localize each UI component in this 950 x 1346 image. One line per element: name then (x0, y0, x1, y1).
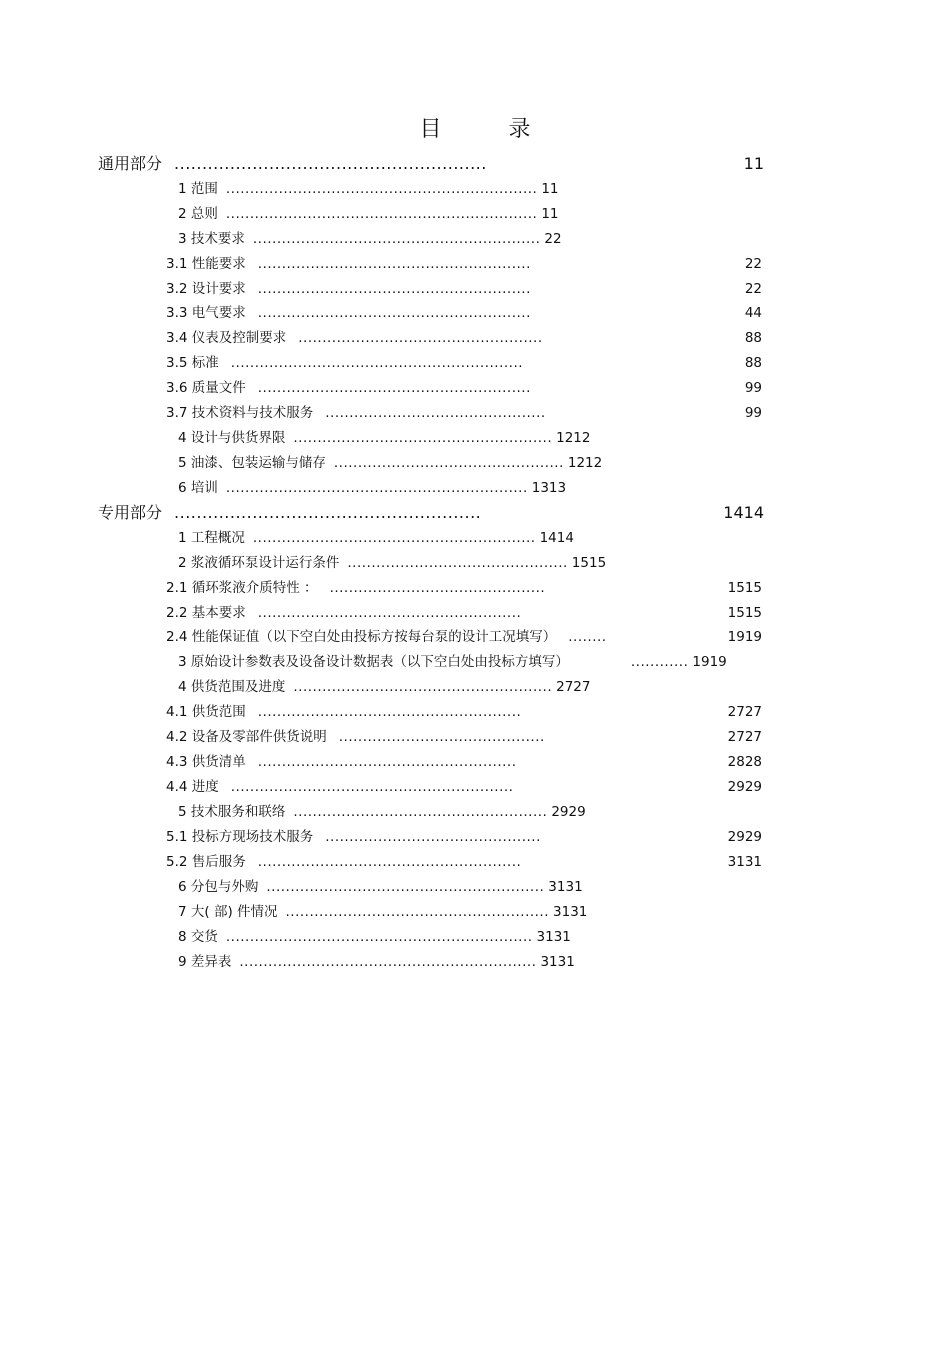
toc-entry-label: 1 范围 (178, 181, 218, 197)
toc-entry-leader-dots: ......................................................... (257, 380, 531, 396)
toc-entry-label: 3.5 标准 (166, 355, 219, 371)
toc-part-heading[interactable] (98, 154, 487, 174)
toc-entry-label: 3.2 设计要求 (166, 281, 246, 297)
toc-entry-label: 8 交货 (178, 929, 218, 945)
toc-entry-page-number: 1414 (723, 503, 764, 522)
toc-entry[interactable] (166, 255, 531, 273)
toc-entry-page-number: 1414 (539, 530, 574, 546)
toc-entry[interactable] (166, 354, 523, 372)
toc-entry-page-number: 88 (744, 355, 762, 371)
toc-entry[interactable] (178, 953, 575, 971)
toc-entry-page-number: 2929 (727, 829, 762, 845)
toc-entry-leader-dots: ........................................................... (230, 779, 514, 795)
toc-entry[interactable] (166, 628, 607, 646)
toc-entry-label: 3.4 仪表及控制要求 (166, 330, 287, 346)
toc-entry[interactable] (166, 828, 541, 846)
toc-entry[interactable] (178, 928, 571, 946)
toc-entry-label: 4 设计与供货界限 (178, 430, 286, 446)
toc-entry-page-number: 1212 (556, 430, 591, 446)
toc-entry[interactable] (178, 479, 566, 497)
toc-entry-page-number: 22 (744, 256, 762, 272)
toc-entry[interactable] (178, 803, 586, 821)
toc-entry[interactable] (178, 554, 606, 572)
toc-entry[interactable] (166, 379, 531, 397)
toc-entry-page-number: 3131 (727, 854, 762, 870)
toc-entry-label: 3.1 性能要求 (166, 256, 246, 272)
toc-entry-label: 3 技术要求 (178, 231, 245, 247)
toc-entry-leader-dots: ............................................................ (252, 231, 541, 247)
toc-entry-leader-dots: ......................................................... (257, 305, 531, 321)
toc-entry-page-number: 1313 (531, 480, 567, 496)
toc-entry-page-number: 88 (744, 330, 762, 346)
toc-entry-leader-dots: ........................................... (338, 729, 545, 745)
toc-entry-page-number: 1919 (727, 629, 762, 645)
toc-entry-page-number: 2727 (727, 729, 762, 745)
toc-entry-leader-dots: ................................................................. (225, 206, 538, 222)
toc-entry-leader-dots: ....................................................... (257, 605, 522, 621)
toc-entry-leader-dots: ....................................................... (257, 704, 522, 720)
toc-entry-leader-dots: ................................................................. (225, 181, 538, 197)
toc-entry-label: 4 供货范围及进度 (178, 679, 286, 695)
toc-entry-label: 3.7 技术资料与技术服务 (166, 405, 314, 421)
toc-entry-label: 4.4 进度 (166, 779, 219, 795)
toc-entry-label: 3 原始设计参数表及设备设计数据表（以下空白处由投标方填写） (178, 654, 569, 670)
toc-entry-leader-dots: ................................................... (298, 330, 543, 346)
toc-entry-label: 5 油漆、包装运输与储存 (178, 455, 326, 471)
toc-entry-page-number: 2828 (727, 754, 762, 770)
toc-entry-leader-dots: ....................................................... (257, 854, 522, 870)
toc-entry[interactable] (166, 604, 521, 622)
toc-entry-label: 3.3 电气要求 (166, 305, 246, 321)
toc-entry-label: 3.6 质量文件 (166, 380, 246, 396)
toc-entry[interactable] (166, 778, 513, 796)
toc-entry-leader-dots: ............................................................... (225, 480, 528, 496)
toc-entry-page-number: 11 (541, 206, 559, 222)
toc-entry-label: 1 工程概况 (178, 530, 245, 546)
toc-entry-label: 5.1 投标方现场技术服务 (166, 829, 314, 845)
toc-entry-page-number: 3131 (536, 929, 571, 945)
toc-entry-page-number: 22 (744, 281, 762, 297)
toc-entry-leader-dots: .............................................................. (239, 954, 537, 970)
toc-entry-label: 4.1 供货范围 (166, 704, 246, 720)
toc-entry-leader-dots: ............ (630, 654, 689, 670)
toc-entry-leader-dots: ....................................................... (285, 904, 550, 920)
toc-entry-leader-dots: ............................................................. (230, 355, 524, 371)
toc-entry-leader-dots: ...................................................... (257, 754, 517, 770)
toc-entry-leader-dots: ...................................................... (293, 679, 553, 695)
toc-entry-label: 6 培训 (178, 480, 218, 496)
toc-entry-label: 2.1 循环浆液介质特性 ： (166, 580, 318, 596)
toc-entry[interactable] (166, 728, 545, 746)
toc-entry-page-number: 2727 (556, 679, 591, 695)
toc-entry-label: 9 差异表 (178, 954, 232, 970)
toc-entry[interactable] (178, 230, 562, 248)
toc-entry-label: 2.4 性能保证值（以下空白处由投标方按每台泵的设计工况填写） (166, 629, 557, 645)
toc-entry-leader-dots: .............................................. (325, 405, 546, 421)
toc-entry-label: 通用部分 (98, 154, 163, 173)
toc-entry-label: 5.2 售后服务 (166, 854, 246, 870)
toc-entry-page-number: 11 (541, 181, 559, 197)
toc-entry[interactable] (166, 329, 543, 347)
toc-entry-leader-dots: ...................................................... (293, 430, 553, 446)
toc-entry[interactable] (178, 529, 574, 547)
toc-entry-leader-dots: .............................................. (347, 555, 568, 571)
toc-entry-label: 2 浆液循环泵设计运行条件 (178, 555, 340, 571)
toc-entry-page-number: 99 (744, 380, 762, 396)
toc-entry-page-number: 1919 (692, 654, 727, 670)
toc-entry[interactable] (166, 753, 517, 771)
toc-entry-page-number: 2929 (551, 804, 586, 820)
toc-entry-page-number: 1515 (727, 580, 762, 596)
toc-entry-page-number: 2929 (727, 779, 762, 795)
toc-entry-leader-dots: ..................................................... (293, 804, 548, 820)
toc-entry-leader-dots: ........................................................ (174, 154, 487, 173)
toc-entry-leader-dots: ......................................................... (257, 281, 531, 297)
toc-entry[interactable] (178, 878, 583, 896)
toc-entry-leader-dots: ............................................. (325, 829, 541, 845)
toc-entry[interactable] (166, 404, 546, 422)
toc-entry-page-number: 44 (744, 305, 762, 321)
toc-entry[interactable] (178, 903, 587, 921)
toc-entry-label: 4.2 设备及零部件供货说明 (166, 729, 327, 745)
toc-entry[interactable] (178, 205, 559, 223)
toc-entry-leader-dots: .......................................................... (266, 879, 545, 895)
toc-entry-label: 7 大( 部) 件情况 (178, 904, 278, 920)
toc-entry-page-number: 1212 (567, 455, 603, 471)
toc-entry-leader-dots: ................................................ (333, 455, 564, 471)
toc-entry[interactable] (166, 280, 531, 298)
toc-entry[interactable] (178, 678, 590, 696)
page-title: 目 录 (419, 117, 561, 142)
toc-entry-label: 2 总则 (178, 206, 218, 222)
toc-entry-page-number: 1515 (727, 605, 762, 621)
toc-entry[interactable] (178, 180, 559, 198)
toc-entry-page-number: 2727 (727, 704, 762, 720)
toc-entry-page-number: 1515 (571, 555, 607, 571)
toc-entry-leader-dots: ........................................................... (252, 530, 536, 546)
toc-entry-label: 专用部分 (98, 503, 163, 522)
toc-entry[interactable] (178, 429, 590, 447)
toc-entry-page-number: 3131 (548, 879, 583, 895)
toc-entry[interactable] (166, 703, 521, 721)
toc-entry-page-number: 3131 (540, 954, 575, 970)
toc-entry[interactable] (178, 454, 602, 472)
toc-entry[interactable] (166, 304, 531, 322)
toc-entry[interactable] (178, 653, 727, 671)
toc-entry-leader-dots: ......................................................... (257, 256, 531, 272)
toc-entry-page-number: 22 (544, 231, 562, 247)
toc-part-heading[interactable] (98, 503, 481, 523)
toc-entry-page-number: 99 (744, 405, 762, 421)
toc-entry-leader-dots: ....................................................... (174, 503, 482, 522)
toc-entry-label: 6 分包与外购 (178, 879, 259, 895)
toc-entry-leader-dots: ............................................. (329, 580, 546, 596)
toc-entry-leader-dots: ........ (568, 629, 607, 645)
toc-entry-page-number: 3131 (553, 904, 588, 920)
toc-entry-label: 4.3 供货清单 (166, 754, 246, 770)
toc-entry-page-number: 11 (743, 154, 764, 173)
toc-entry-label: 5 技术服务和联络 (178, 804, 286, 820)
toc-entry[interactable] (166, 853, 521, 871)
toc-entry[interactable] (166, 579, 545, 597)
toc-entry-label: 2.2 基本要求 (166, 605, 246, 621)
toc-entry-leader-dots: ................................................................ (225, 929, 533, 945)
